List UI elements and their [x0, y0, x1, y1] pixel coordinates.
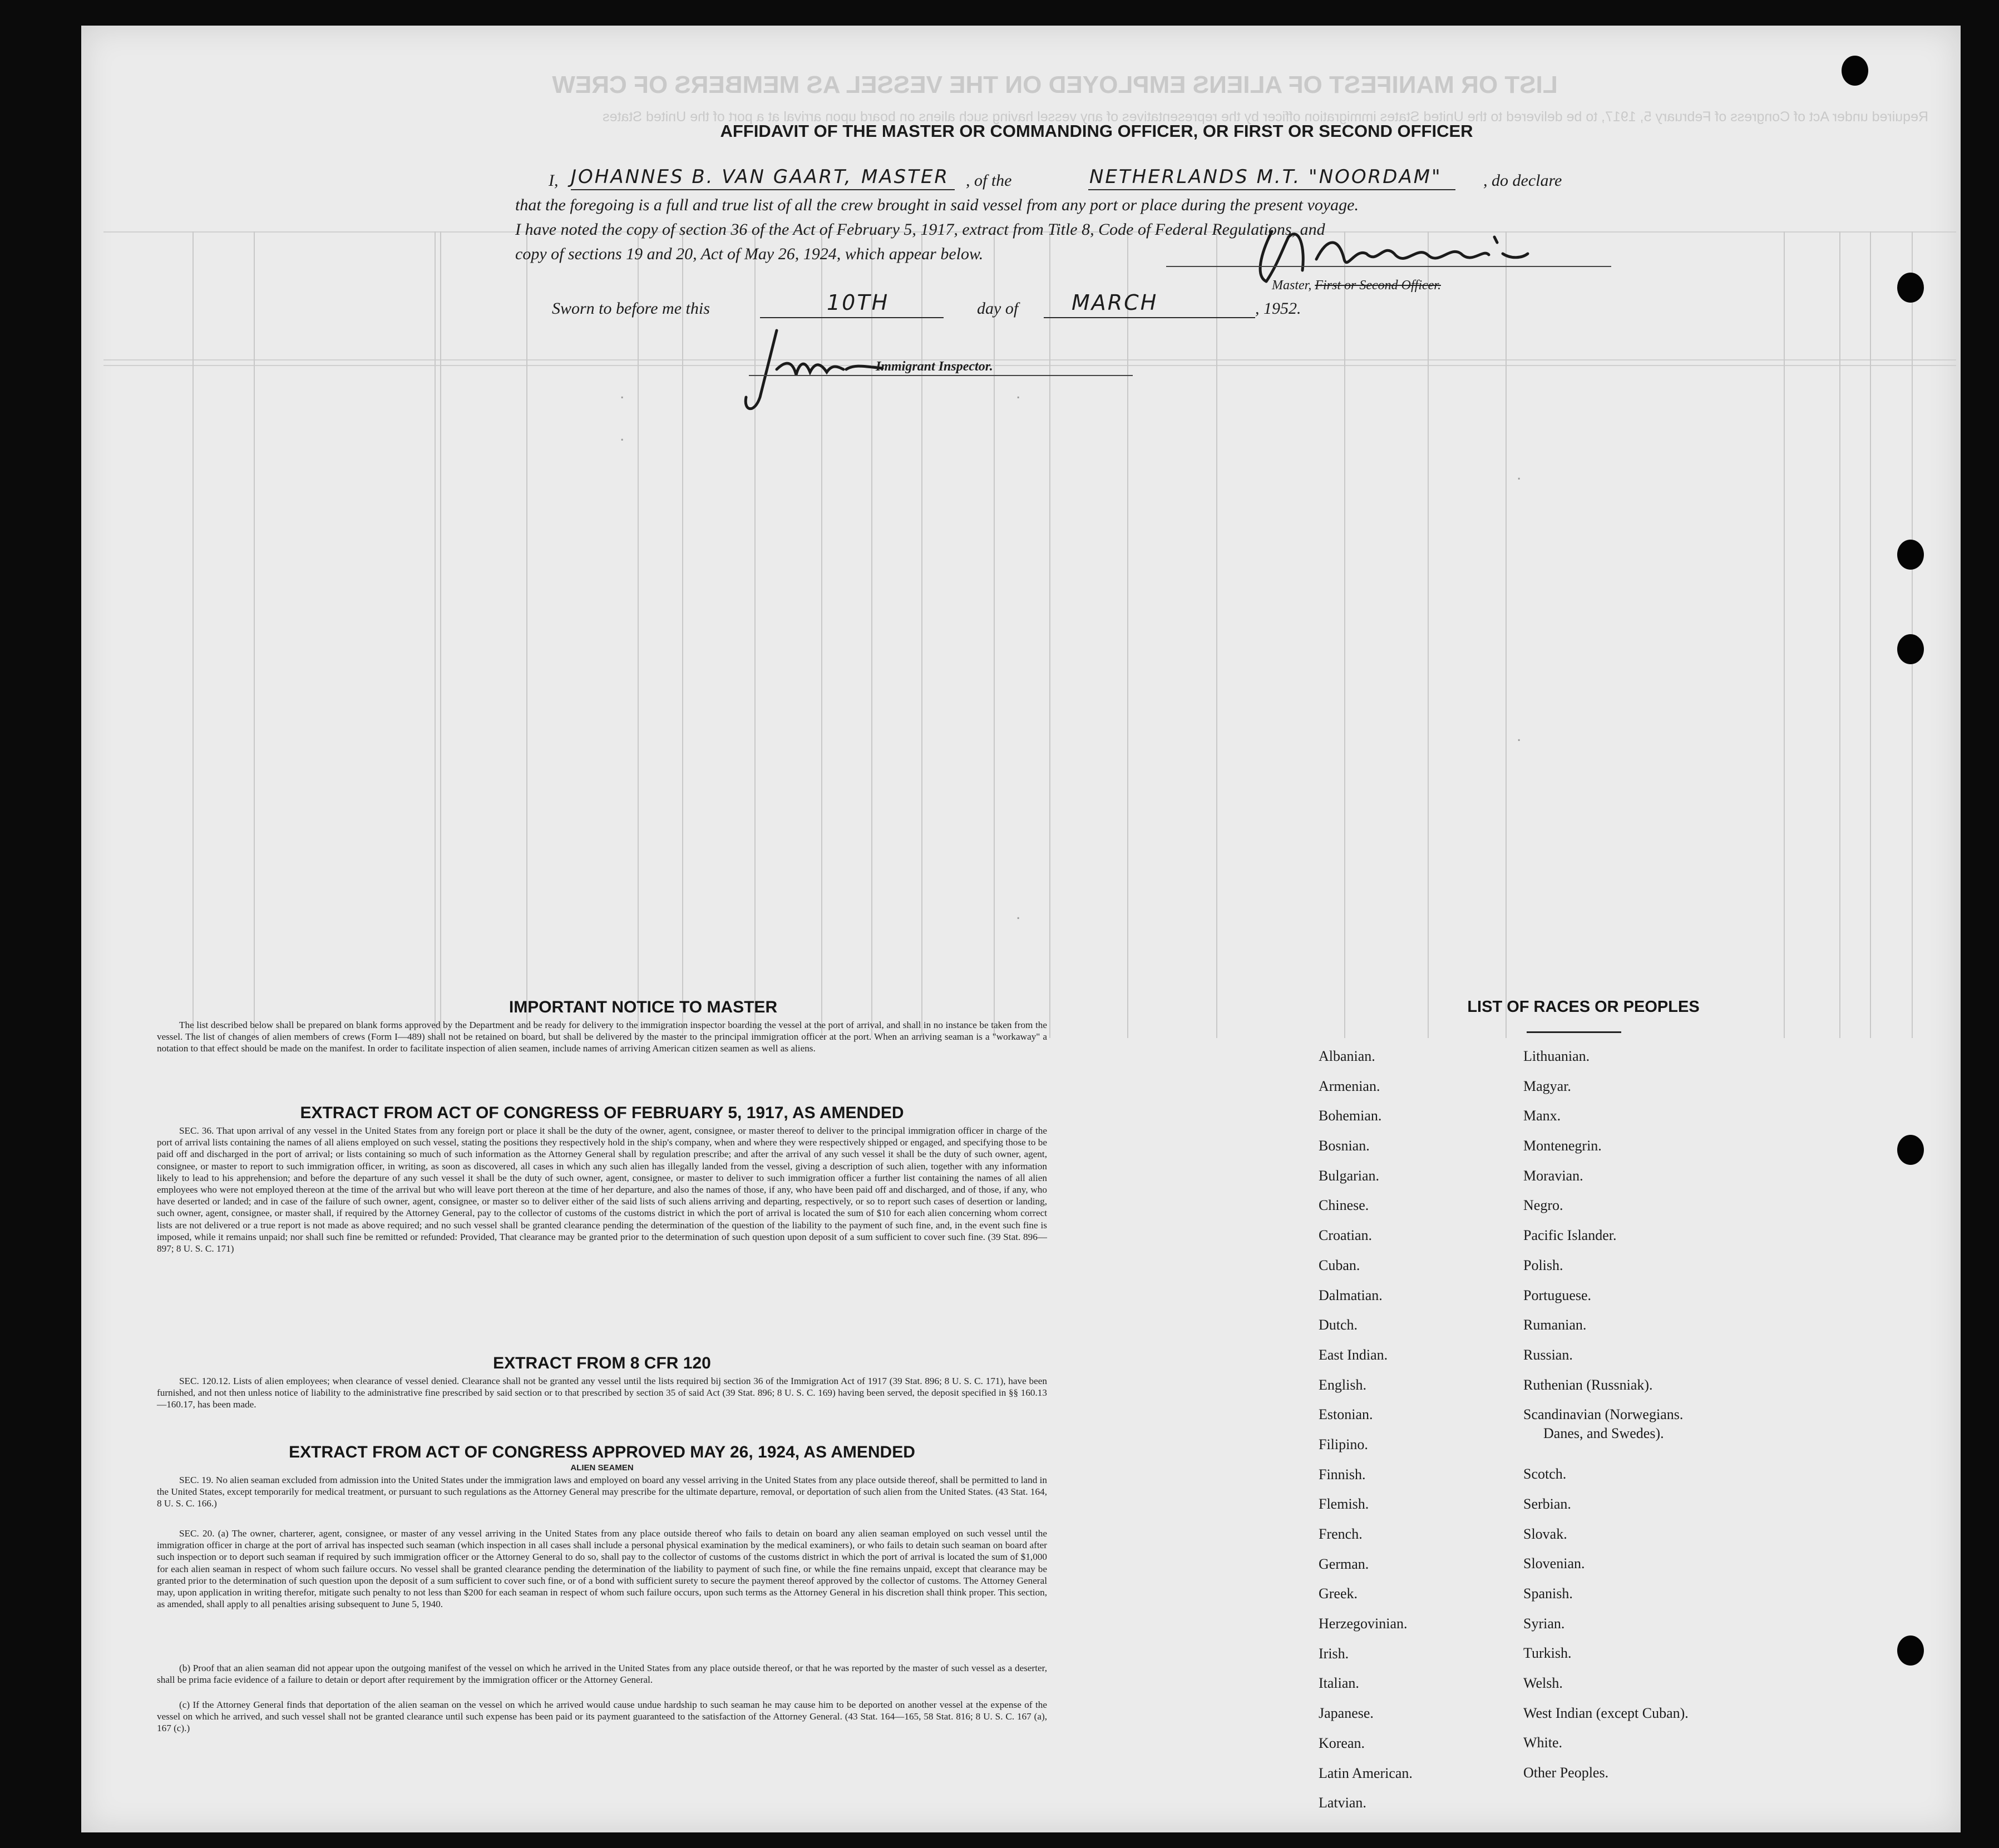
table-rule	[103, 359, 1956, 360]
list-item: Latvian.	[1319, 1795, 1366, 1811]
table-rule	[103, 365, 1956, 366]
races-left-column	[1319, 1048, 1413, 1825]
extract-1924-sec20c: (c) If the Attorney General finds that deportation of the alien seaman on the vessel on which he arrived would cause undue hardship to such seaman he may cause him to be deported on another vessel at the expense of the vessel on which he arrived, and such vessel shall not be granted clearance until such expense has been paid or its payment guaranteed to the satisfaction of the Attorney General. (43 Stat. 164—165, 58 Stat. 816; 8 U. S. C. 167 (a), 167 (c).)	[157, 1699, 1047, 1734]
table-col-rule	[1784, 231, 1785, 1038]
extract-cfr-title: EXTRACT FROM 8 CFR 120	[493, 1354, 711, 1372]
list-item: Croatian.	[1319, 1227, 1373, 1244]
punch-hole	[1897, 1635, 1924, 1666]
affidavit-line-4: copy of sections 19 and 20, Act of May 26, 1924, which appear below.	[515, 245, 984, 263]
list-item: Korean.	[1319, 1735, 1365, 1751]
affidavit-line-3: I have noted the copy of section 36 of the Act of February 5, 1917, extract from Title 8, Code of Federal Regulations, and	[515, 220, 1325, 239]
table-col-rule	[1839, 231, 1840, 1038]
sworn-day-line	[760, 317, 944, 318]
list-item: Italian.	[1319, 1675, 1359, 1692]
list-item: Polish.	[1523, 1257, 1563, 1273]
list-item: East Indian.	[1319, 1346, 1388, 1363]
list-item: Rumanian.	[1523, 1317, 1587, 1333]
inspector-label: Immigrant Inspector.	[876, 359, 993, 374]
list-item: Negro.	[1523, 1197, 1563, 1214]
list-item: Chinese.	[1319, 1197, 1369, 1214]
list-item: Serbian.	[1523, 1495, 1571, 1512]
list-item: Albanian.	[1319, 1048, 1375, 1064]
list-item: English.	[1319, 1376, 1366, 1393]
important-notice-body: The list described below shall be prepared on blank forms approved by the Department and be ready for delivery to the immigration inspector boarding the vessel at the port of arrival, and shall in no instance be taken from the vessel. The list of changes of alien members of crews (Form I—489) shall not be retained on board, but shall be delivered by the master to the principal immigration officer at the port. When an arriving seaman is a "workaway" a notation to that effect should be made on the manifest. In order to facilitate inspection of alien seamen, include names of arriving American citizen seamen as well as aliens.	[157, 1020, 1047, 1054]
inspector-signature-line	[749, 375, 1133, 376]
list-item: Japanese.	[1319, 1705, 1374, 1722]
list-item: Manx.	[1523, 1108, 1561, 1124]
table-col-rule	[994, 231, 995, 1038]
list-item: Greek.	[1319, 1585, 1358, 1602]
officer-label-struck: First or Second Officer.	[1315, 278, 1441, 293]
list-item: Dalmatian.	[1319, 1287, 1383, 1303]
table-col-rule	[1506, 231, 1507, 1038]
vessel-name: NETHERLANDS M.T. "NOORDAM"	[1089, 166, 1442, 188]
list-item: Herzegovinian.	[1319, 1615, 1408, 1632]
table-col-rule	[1216, 231, 1217, 1038]
list-item: Portuguese.	[1523, 1287, 1592, 1303]
list-item: Bosnian.	[1319, 1138, 1370, 1154]
table-col-rule	[1049, 231, 1050, 1038]
list-item: Scandinavian (Norwegians.	[1523, 1406, 1684, 1423]
ditto-mark: .	[620, 384, 625, 402]
list-item: Irish.	[1319, 1645, 1349, 1662]
races-right-column	[1523, 1048, 1689, 1795]
declarant-fill-line	[571, 189, 955, 190]
extract-cfr-body: SEC. 120.12. Lists of alien employees; when clearance of vessel denied. Clearance shall not be granted any vessel until the lists required bij section 36 of the Immigration Act of 1917 (39 Stat. 896; 8 U. S. C. 171), have been furnished, and not then unless notice of liability to the administrative fine prescribed by said section or to that prescribed by section 35 of said Act (39 Stat. 896; 8 U. S. C. 169) having been served, the deposit specified in §§ 160.13—160.17, has been made.	[157, 1376, 1047, 1410]
sworn-prefix: Sworn to before me this	[552, 299, 710, 318]
list-item: Pacific Islander.	[1523, 1227, 1617, 1244]
table-col-rule	[1870, 231, 1871, 1038]
sworn-month-line	[1044, 317, 1255, 318]
list-item: Finnish.	[1319, 1466, 1366, 1483]
sworn-year: , 1952.	[1255, 299, 1301, 318]
list-item: Flemish.	[1319, 1496, 1369, 1513]
table-col-rule	[435, 231, 436, 1038]
list-item: Bohemian.	[1319, 1108, 1382, 1124]
ditto-mark: .	[1517, 727, 1522, 745]
list-item: West Indian (except Cuban).	[1523, 1704, 1689, 1721]
sworn-month: MARCH	[1072, 290, 1158, 315]
list-item: Bulgarian.	[1319, 1167, 1380, 1184]
list-item: Dutch.	[1319, 1317, 1358, 1333]
punch-hole	[1842, 56, 1868, 86]
affidavit-declarant-prefix: I,	[549, 171, 559, 190]
list-item: Other Peoples.	[1523, 1765, 1609, 1781]
table-col-rule	[1344, 231, 1345, 1038]
extract-1924-sec19: SEC. 19. No alien seaman excluded from admission into the United States under the immigration laws and employed on board any vessel arriving in the United States from any place outside thereof, shall be permitted to land in the United States, except temporarily for medical treatment, or pursuant to such regulations as the Attorney General may prescribe for the ultimate departure, removal, or deportation of such alien from the United States. (43 Stat. 164, 8 U. S. C. 166.)	[157, 1475, 1047, 1509]
bleed-through-subtitle: Required under Act of Congress of February 5, 1917, to be delivered to the United States immigration officer by the representatives of any vessel having such aliens on board upon arrival at a port of the United States	[603, 109, 1928, 125]
sworn-day-of: day of	[977, 299, 1019, 318]
table-col-rule	[440, 231, 441, 1038]
list-item: Armenian.	[1319, 1078, 1380, 1094]
races-title-rule	[1527, 1031, 1621, 1033]
ditto-mark: .	[1016, 905, 1021, 923]
punch-hole	[1897, 540, 1924, 570]
punch-hole	[1897, 273, 1924, 303]
master-signature-label	[1272, 278, 1441, 293]
master-label: Master,	[1272, 278, 1312, 293]
extract-1924-subtitle: ALIEN SEAMEN	[570, 1463, 634, 1473]
list-item: French.	[1319, 1526, 1363, 1542]
declarant-name: JOHANNES B. VAN GAART,	[571, 166, 852, 188]
manifest-page	[81, 26, 1961, 1832]
ditto-mark: .	[1016, 384, 1021, 402]
list-item: German.	[1319, 1555, 1369, 1572]
list-item: Magyar.	[1523, 1078, 1571, 1094]
extract-1917-body: SEC. 36. That upon arrival of any vessel in the United States from any foreign port or place it shall be the duty of the owner, agent, consignee, or master thereof to deliver to the principal immigration officer in charge of the port of arrival lists containing the names of all aliens employed on such vessel, stating the positions they respectively hold in the ship's company, when and where they were respectively shipped or engaged, and specifying those to be paid off and discharged in the port of arrival; or lists containing so much of such information as the Attorney General shall by regulation prescribe; and after the arrival of any such vessel it shall be the duty of such owner, agent, consignee, or master to report to such immigration officer, in writing, as soon as discovered, all cases in which any such alien has illegally landed from the vessel, giving a description of such alien, together with any information likely to lead to his apprehension; and before the departure of any such vessel it shall be the duty of such owner, agent, consignee, or master to deliver to such immigration officer a further list containing the names of all alien employees who were not employed thereon at the time of the arrival but who will leave port thereon at the time of her departure, and also the names of those, if any, who have been paid off and discharged, and of those, if any, who have deserted or landed; and in case of the failure of such owner, agent, consignee, or master so to deliver either of the said lists of such aliens arriving and departing, respectively, or so to report such cases of desertion or landing, such owner, agent, consignee, or master shall, if required by the Attorney General, pay to the collector of customs of the customs district in which the port of arrival is located the sum of $10 for each alien concerning whom correct lists are not delivered or a true report is not made as above required; and no such vessel shall be granted clearance pending the determination of the question of the liability to the payment of such fine, and, in the event such fine is imposed, while it remains unpaid; nor shall such fine be remitted or refunded: Provided, That clearance may be granted prior to the determination of such question upon deposit of a sum sufficient to cover such fine. (39 Stat. 896—897; 8 U. S. C. 171)	[157, 1125, 1047, 1254]
list-item: Slovenian.	[1523, 1555, 1585, 1572]
list-item: Danes, and Swedes).	[1543, 1425, 1664, 1442]
list-item: Latin American.	[1319, 1765, 1413, 1781]
table-col-rule	[682, 231, 683, 1038]
list-item: Syrian.	[1523, 1615, 1565, 1632]
races-list-title: LIST OF RACES OR PEOPLES	[1467, 998, 1700, 1016]
extract-1924-sec20a: SEC. 20. (a) The owner, charterer, agent, consignee, or master of any vessel arriving in the United States from any place outside thereof who fails to detain on board any alien seaman employed on such vessel until the immigration officer in charge at the port of arrival has inspected such seaman (which inspection in all cases shall include a personal physical examination by the medical examiners), or who fails to detain such seaman on board after such inspection or to deport such seaman if required by such immigration officer or the Attorney General to do so, shall pay to the collector of customs of the customs district in which the port of arrival is located the sum of $1,000 for each alien seaman in respect of whom such failure occurs. No vessel shall be granted clearance pending the determination of the liability to payment of such fine, or while the fine remains unpaid, except that clearance may be granted prior to the determination of such question upon the deposit of a sum sufficient to cover such fine, or of a bond with sufficient surety to secure the payment thereof approved by the collector of customs. The Attorney General may, upon application in writing therefor, mitigate such penalty to not less than $200 for each seaman in respect of whom such failure occurs, upon such terms as the Attorney General in his discretion shall think proper. This section, as amended, shall apply to all penalties arising subsequent to June 5, 1940.	[157, 1528, 1047, 1610]
affidavit-line-2: that the foregoing is a full and true list of all the crew brought in said vessel from any port or place during the present voyage.	[515, 196, 1359, 214]
table-col-rule	[638, 231, 639, 1038]
list-item: Russian.	[1523, 1346, 1573, 1363]
list-item: Ruthenian (Russniak).	[1523, 1376, 1653, 1393]
table-col-rule	[254, 231, 255, 1038]
list-item: Spanish.	[1523, 1585, 1573, 1602]
sworn-day: 10TH	[827, 290, 890, 315]
vessel-fill-line	[1088, 189, 1455, 190]
list-item: Moravian.	[1523, 1167, 1583, 1184]
extract-1924-title: EXTRACT FROM ACT OF CONGRESS APPROVED MAY 26, 1924, AS AMENDED	[289, 1443, 915, 1461]
extract-1917-title: EXTRACT FROM ACT OF CONGRESS OF FEBRUARY 5, 1917, AS AMENDED	[300, 1104, 904, 1122]
declarant-rank: MASTER	[861, 166, 950, 188]
table-col-rule	[526, 231, 527, 1038]
list-item: Slovak.	[1523, 1525, 1567, 1542]
master-signature-line	[1166, 266, 1611, 267]
list-item: Turkish.	[1523, 1645, 1572, 1662]
extract-1924-sec20b: (b) Proof that an alien seaman did not appear upon the outgoing manifest of the vessel on which he arrived in the United States from any place outside thereof, or that he was reported by the master of such vessel as a deserter, shall be prima facie evidence of a failure to detain or deport after requirement by the immigration officer or the Attorney General.	[157, 1663, 1047, 1686]
list-item: Montenegrin.	[1523, 1138, 1602, 1154]
table-col-rule	[1428, 231, 1429, 1038]
list-item: White.	[1523, 1735, 1563, 1751]
table-col-rule	[193, 231, 194, 1038]
table-col-rule	[921, 231, 922, 1038]
punch-hole	[1897, 1135, 1924, 1165]
affidavit-of-the: , of the	[966, 171, 1012, 190]
table-col-rule	[1127, 231, 1128, 1038]
important-notice-title: IMPORTANT NOTICE TO MASTER	[509, 998, 778, 1016]
affidavit-declare: , do declare	[1483, 171, 1562, 190]
list-item: Welsh.	[1523, 1675, 1563, 1692]
list-item: Filipino.	[1319, 1436, 1368, 1452]
list-item: Cuban.	[1319, 1257, 1360, 1273]
ditto-mark: .	[1517, 465, 1522, 483]
bleed-through-title: LIST OR MANIFEST OF ALIENS EMPLOYED ON THE VESSEL AS MEMBERS OF CREW	[552, 71, 1558, 98]
affidavit-title: AFFIDAVIT OF THE MASTER OR COMMANDING OFFICER, OR FIRST OR SECOND OFFICER	[720, 121, 1473, 141]
ditto-mark: .	[620, 426, 625, 444]
list-item: Lithuanian.	[1523, 1048, 1590, 1064]
punch-hole	[1897, 634, 1924, 664]
list-item: Estonian.	[1319, 1406, 1373, 1423]
list-item: Scotch.	[1523, 1466, 1567, 1483]
